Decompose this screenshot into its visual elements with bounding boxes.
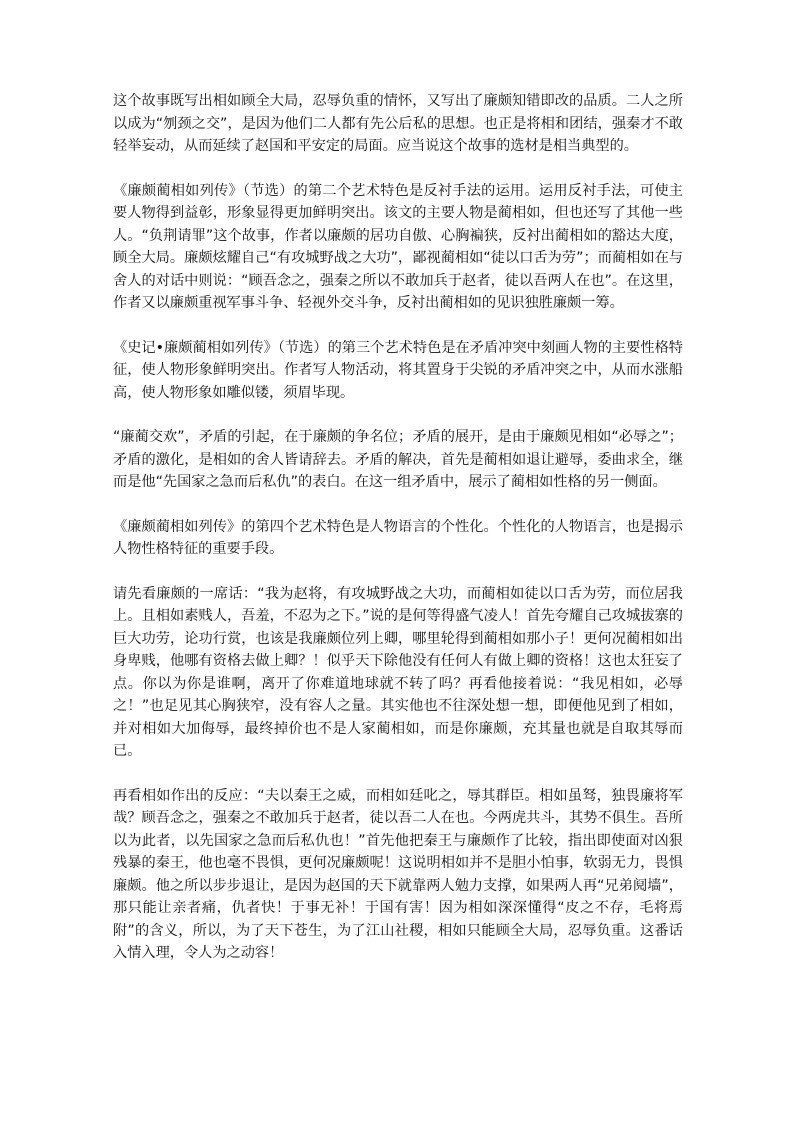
paragraph-xiangru-response: 再看相如作出的反应：“夫以秦王之威，而相如廷叱之，辱其群臣。相如虽驽，独畏廉将军哉？顾吾念之，强秦之不敢加兵于赵者，徒以吾二人在也。今两虎共斗，其势不俱生。吾所以为此者，以先国家之急而后私仇也！”首先他把秦王与廉颇作了比较，指出即使面对凶狠残暴的秦王，他也毫不畏惧，更何况廉颇呢！这说明相如并不是胆小怕事，软弱无力，畏惧廉颇。他之所以步步退让，是因为赵国的天下就靠两人勉力支撑，如果两人再“兄弟阋墙”，那只能让亲者痛，仇者快！于事无补！于国有害！因为相如深深懂得“皮之不存，毛将焉附”的含义，所以，为了天下苍生，为了江山社稷，相如只能顾全大局，忍辱负重。这番话入情入理，令人为之动容！ [113, 787, 683, 961]
paragraph-third-feature: 《史记•廉颇蔺相如列传》（节选）的第三个艺术特色是在矛盾冲突中刻画人物的主要性格特征，使人物形象鲜明突出。作者写人物活动，将其置身于尖锐的矛盾冲突之中，从而水涨船高，使人物形象如雕似镂，须眉毕现。 [113, 339, 683, 401]
paragraph-conflict: “廉蔺交欢”，矛盾的引起，在于廉颇的争名位；矛盾的展开，是由于廉颇见相如“必辱之”；矛盾的激化，是相如的舍人皆请辞去。矛盾的解决，首先是蔺相如退让避辱，委曲求全，继而是他“先国家之急而后私仇”的表白。在这一组矛盾中，展示了蔺相如性格的另一侧面。 [113, 429, 683, 490]
paragraph-second-feature: 《廉颇蔺相如列传》（节选）的第二个艺术特色是反衬手法的运用。运用反衬手法，可使主要人物得到益彰，形象显得更加鲜明突出。该文的主要人物是蔺相如，但也还写了其他一些人。“负荆请罪”这个故事，作者以廉颇的居功自傲、心胸褊狭，反衬出蔺相如的豁达大度，顾全大局。廉颇炫耀自己“有攻城野战之大功”，鄙视蔺相如“徒以口舌为劳”；而蔺相如在与舍人的对话中则说：“顾吾念之，强秦之所以不敢加兵于赵者，徒以吾两人在也”。在这里，作者又以廉颇重视军事斗争、轻视外交斗争，反衬出蔺相如的见识独胜廉颇一筹。 [113, 182, 683, 311]
paragraph-lian-po-speech: 请先看廉颇的一席话：“我为赵将，有攻城野战之大功，而蔺相如徒以口舌为劳，而位居我上。且相如素贱人，吾羞，不忍为之下。”说的是何等得盛气凌人！首先夸耀自己攻城拔寨的巨大功劳，论功行赏，也该是我廉颇位列上卿，哪里轮得到蔺相如那小子！更何况蔺相如出身卑贱，他哪有资格去做上卿？！似乎天下除他没有任何人有做上卿的资格！这也太狂妄了点。你以为你是谁啊，离开了你难道地球就不转了吗？再看他接着说：“我见相如，必辱之！”也足见其心胸狭窄，没有容人之量。其实他也不往深处想一想，即便他见到了相如，并对相如大加侮辱，最终掉价也不是人家蔺相如，而是你廉颇，充其量也就是自取其辱而已。 [113, 585, 683, 759]
paragraph-summary: 这个故事既写出相如顾全大局，忍辱负重的情怀，又写出了廉颇知错即改的品质。二人之所以成为“刎颈之交”，是因为他们二人都有先公后私的思想。也正是将相和团结，强秦才不敢轻举妄动，从而延续了赵国和平安定的局面。应当说这个故事的选材是相当典型的。 [113, 93, 683, 154]
document-page [113, 90, 683, 987]
paragraph-fourth-feature: 《廉颇蔺相如列传》的第四个艺术特色是人物语言的个性化。个性化的人物语言，也是揭示人物性格特征的重要手段。 [113, 518, 683, 557]
